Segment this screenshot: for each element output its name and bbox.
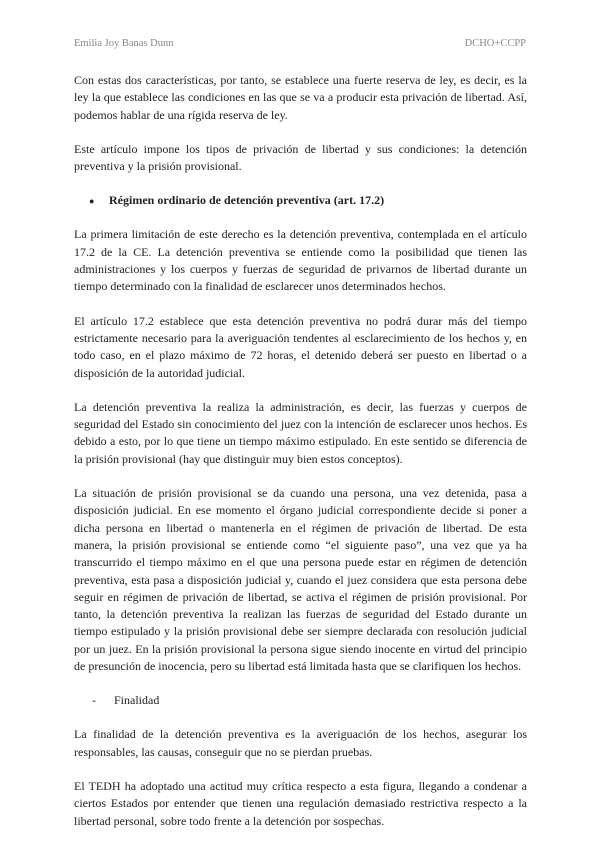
page-header (74, 38, 526, 52)
paragraph: La primera limitación de este derecho es la detención preventiva, contemplada en el artículo 17.2 de la CE. La detención preventiva se entiende como la posibilidad que tienen las administraciones y los cuerpos y fuerzas de seguridad de privarnos de libertad durante un tiempo determinado con la finalidad de esclarecer unos determinados hechos. (74, 227, 527, 294)
paragraph: La detención preventiva la realiza la administración, es decir, las fuerzas y cuerpos de seguridad del Estado sin conocimiento del juez con la intención de esclarecer unos hechos. Es debido a esto, por lo que tiene un tiempo máximo estipulado. En este sentido se diferencia de la prisión provisional (hay que distinguir muy bien estos conceptos). (74, 399, 527, 466)
paragraph: El TEDH ha adoptado una actitud muy crítica respecto a esta figura, llegando a condenar a ciertos Estados por entender que tienen una regulación demasiado restrictiva respecto a la libertad personal, sobre todo frente a la detención por sospechas. (74, 778, 527, 828)
paragraph: La situación de prisión provisional se da cuando una persona, una vez detenida, pasa a disposición judicial. En ese momento el órgano judicial correspondiente decide si poner a dicha persona en libertad o mantenerla en el régimen de privación de libertad. De esta manera, la prisión provisional se entiende como “el siguiente paso”, una vez que ya ha transcurrido el tiempo máximo en el que una persona puede estar en régimen de detención preventiva, esta pasa a disposición judicial y, cuando el juez considera que esta persona debe seguir en régimen de privación de libertad, se activa el régimen de prisión provisional. Por tanto, la detención preventiva la realizan las fuerzas de seguridad del Estado durante un tiempo estipulado y la prisión provisional debe ser siempre declarada con resolución judicial por un juez. En la prisión provisional la persona sigue siendo inocente en virtud del principio de presunción de inocencia, pero su libertad está limitada hasta que se clarifiquen los hechos. (74, 486, 527, 674)
header-course: DCHO+CCPP (464, 38, 526, 49)
subheading-finalidad: Finalidad (114, 693, 160, 708)
paragraph: La finalidad de la detención preventiva es la averiguación de los hechos, asegurar los responsables, las causas, conseguir que no se pierdan pruebas. (74, 727, 527, 759)
dash-list-item (74, 692, 527, 709)
section-heading: Régimen ordinario de detención preventiva (art. 17.2) (109, 193, 385, 208)
paragraph: El artículo 17.2 establece que esta detención preventiva no podrá durar más del tiempo estrictamente necesario para la averiguación tendentes al esclarecimiento de los hechos y, en todo caso, en el plazo máximo de 72 horas, el detenido deberá ser puesto en libertad o a disposición de la autoridad judicial. (74, 313, 527, 380)
header-author: Emilia Joy Banas Dunn (74, 38, 174, 49)
dash-marker: - (92, 693, 96, 708)
bullet-heading (74, 192, 527, 210)
document-body (74, 72, 527, 847)
bullet-icon: ● (89, 196, 95, 207)
paragraph: Con estas dos características, por tanto, se establece una fuerte reserva de ley, es decir, es la ley la que establece las condiciones en las que se va a producir esta privación de libertad. Así, podemos hablar de una rígida reserva de ley. (74, 73, 527, 122)
paragraph: Este artículo impone los tipos de privación de libertad y sus condiciones: la detención preventiva y la prisión provisional. (74, 141, 527, 174)
